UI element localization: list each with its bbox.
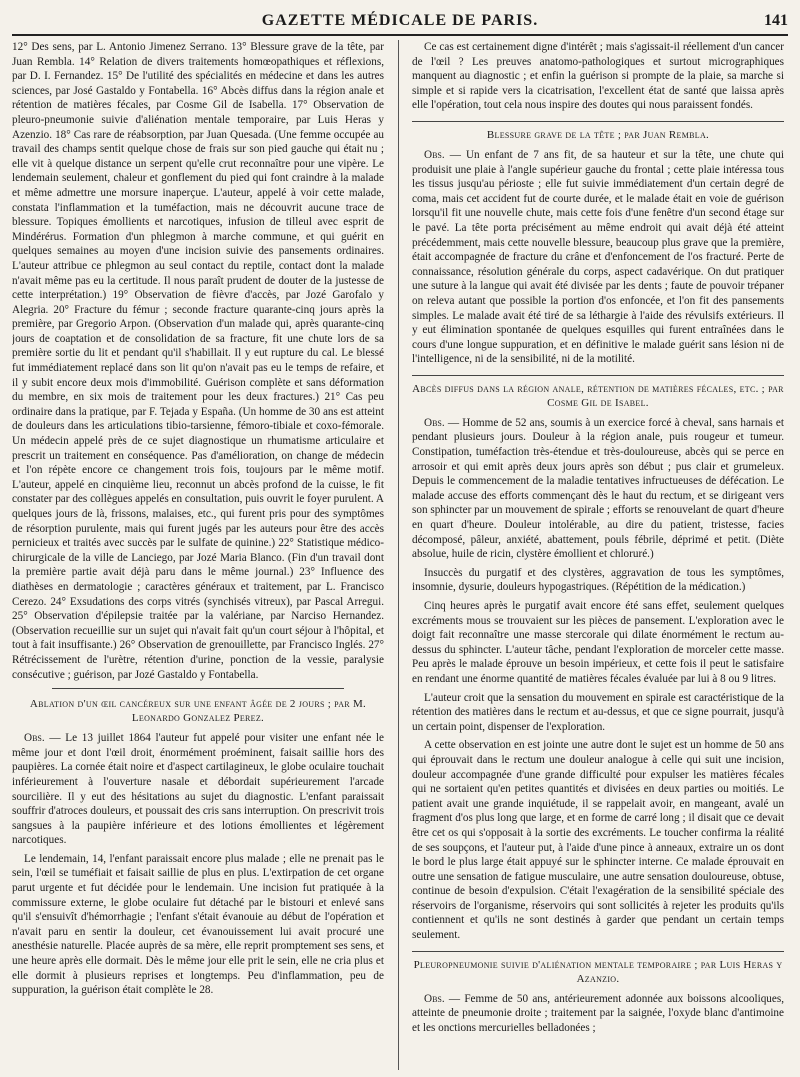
article-paragraph: Obs. — Un enfant de 7 ans fit, de sa hauteur et sur la tête, une chute qui produisit une plaie à l'angle supérieur gauche du frontal ; cette plaie intéressa tous les tissus jusqu'au périoste ; elle fut suivie immédiatement d'un certain degré de coma, mais cet accident fut de courte durée, et le malade était en voie de guérison lorsqu'il fit une nouvelle chute, mais cette fois d'une fenêtre d'un second étage sur le pavé. La tête porta précisément au même endroit qui avait déjà été atteint précédemment, mais cette nouvelle blessure, beaucoup plus grave que la première, était accompagnée de fracture du crâne et d'enfoncement de l'os fracturé. Perte de connaissance, résolution générale du corps, aspect cadavérique. On dut pratiquer une suture à la langue qui avait été divisée par les dents ; faute de pouvoir trépaner on releva autant que possible la portion d'os enfoncée, et l'on fit des pansements simples. Le malade avait été tiré de sa léthargie à l'aide des révulsifs extérieurs. Il y eut élimination spontanée de quelques esquilles qui furent entraînées dans le cours d'une longue suppuration, et en définitive le malade guérit sans lésion ni de l'intelligence, ni de la sensibilité, ni de la motilité. bbox=[412, 148, 784, 366]
article-title-anal-abscess: Abcès diffus dans la région anale, rétention de matières fécales, etc. ; par Cosme Gil de Isabel. bbox=[412, 375, 784, 410]
article-paragraph: L'auteur croit que la sensation du mouvement en spirale est caractéristique de la rétention des matières dans le rectum et au-dessus, et que ce signe pourrait, jusqu'à un certain point, dispenser de l'exploration. bbox=[412, 691, 784, 733]
running-title: GAZETTE MÉDICALE DE PARIS. bbox=[261, 12, 539, 29]
article-paragraph: Le lendemain, 14, l'enfant paraissait encore plus malade ; elle ne prenait pas le sein, l'œil se tuméfiait et faisait saillie de plus en plus. L'extirpation de cet organe parut urgente et fut décidée pour le lendemain. Une incision fut pratiquée à la commissure externe, le globe oculaire fut détaché par le bistouri et enlevé sans qu'il s'ensuivît d'hémorrhagie ; l'enfant s'était évanouie au début de l'opération et n'avait paru en sentir la douleur, cet évanouissement lui avait procuré une anesthésie naturelle. Placée auprès de sa mère, elle reprit promptement ses sens, et une heure après elle dormait. Dès le même jour elle prit le sein, elle ne cria plus et elle dormit à plusieurs reprises et longtemps. Peu d'inflammation, peu de suppuration, la guérison était complète le 28. bbox=[12, 852, 384, 997]
page-header bbox=[12, 12, 788, 36]
article-paragraph: Obs. — Femme de 50 ans, antérieurement adonnée aux boissons alcooliques, atteinte de pneumonie droite ; traitement par la saignée, l'oxyde blanc d'antimoine et les onctions mercurielles belladonées ; bbox=[412, 992, 784, 1034]
bibliography-list: 12° Des sens, par L. Antonio Jimenez Serrano. 13° Blessure grave de la tête, par Juan Rembla. 14° Relation de divers traitements homœopathiques et réflexions, par D. I. Fernandez. 15° De l'utilité des spécialités en médecine et dans les autres sciences, par José Gastaldo y Fontabella. 16° Abcès diffus dans la région anale et rétention de matières fécales, par Cosme Gil de Isabella. 17° Observation de pleuro-pneumonie suivie d'aliénation mentale temporaire, par Luis Heras y Azenzio. 18° Cas rare de réabsorption, par Juan Quesada. (Une femme occupée au travail des champs sentit quelque chose de frais sur son pied gauche qui était nu ; elle vit à quelque distance un serpent qu'elle crut reconnaître pour une vipère. Le lendemain seulement, chaleur et gonflement du pied qui font craindre à la malade et même admettre une morsure inaperçue. L'auteur, appelé à voir cette malade, constata l'inflammation et la tuméfaction, mais ne découvrit aucune trace de blessure. Topiques émollients et narcotiques, infusion de tilleul avec esprit de Mindérérus. Formation d'un phlegmon à marche commune, et qui guérit en quelques semaines au moyen d'une incision suivie des pansements ordinaires. L'auteur attribue ce phlegmon au seul contact du reptile, contact dont la malade n'avait même pas eu la certitude. Il nous paraît prudent de douter de la justesse de cette interprétation.) 19° Observation de fièvre d'accès, par Jozé Garofalo y Alegria. 20° Fracture du fémur ; seconde fracture quarante-cinq jours après la première, par Gregorio Arpon. (Observation d'un malade qui, après quarante-cinq jours de coaptation et de consolidation de sa fracture, fit une chute lors de sa première sortie du lit et pendant qu'il s'habillait. Il y eut rupture du cal. Le blessé fut immédiatement replacé dans son lit qu'on n'avait pas eu le temps de refaire, et il y subit encore deux mois d'immobilité. Guérison complète et sans déformation du membre, en six mois de traitement pour les deux fractures.) 21° Cas peu ordinaire dans la pratique, par F. Tejada y España. (Un homme de 30 ans est atteint de douleurs dans les articulations tibio-tarsienne, fémoro-tibiale et coxo-fémorale. Un médecin appelé près de ce sujet diagnostique un rhumatisme articulaire et prescrit un traitement en conséquence. Pas d'amélioration, on change de médecin et l'on répète encore ce changement trois fois, toujours par le même motif. L'auteur, appelé en cinquième lieu, reconnut un abcès profond de la cuisse, le fit constater par des collègues appelés en consultation, puis ouvrit le foyer purulent. A quelques jours de là, frissons, malaises, etc., qui furent pris pour des symptômes de résorption purulente, mais qui furent jugés par les auteurs pour être des accès pernicieux et traités avec succès par le sulfate de quinine.) 22° Statistique médico-chirurgicale de la ville de Lanciego, par Jozé Maria Blanco. (Fin d'un travail dont la première partie avait déjà paru dans le même journal.) 23° Influence des diathèses en dermatologie ; caractères généraux et traitement, par L. Francisco Cerezo. 24° Exsudations des corps vitrés (synchisés vitreux), par Pascal Arregui. 25° Observation d'épilepsie traitée par la valériane, par Narciso Hernandez. (Observation recueillie sur un sujet qui n'avait fait qu'un court séjour à l'hôpital, et tout à fait insuffisante.) 26° Observation de grenouillette, par Francisco Inglés. 27° Rétrécissement de l'urètre, rétention d'urine, ponction de la vessie, paralysie consécutive ; guérison, par Jozé Gastaldo y Fontabella. bbox=[12, 41, 384, 681]
article-title-pleuropneumonia: Pleuropneumonie suivie d'aliénation mentale temporaire ; par Luis Heras y Azanzio. bbox=[412, 951, 784, 986]
article-paragraph: Insuccès du purgatif et des clystères, aggravation de tous les symptômes, insomnie, dysurie, douleurs hypogastriques. (Répétition de la médication.) bbox=[412, 566, 784, 594]
obs-lead: Obs. — bbox=[424, 992, 461, 1005]
article-paragraph: Obs. — Le 13 juillet 1864 l'auteur fut appelé pour visiter une enfant née le même jour et dont l'œil droit, énormément proéminent, faisait saillie hors des paupières. La cornée était noire et d'aspect cartilagineux, le globe oculaire touchait inférieurement à l'ouverture nasale et débordait supérieurement l'arcade sourcilière. Il y eut des hésitations au sujet du diagnostic. L'enfant paraissait souffrir d'atroces douleurs, et poussait des cris sans interruption. On prescrivit trois sangsues à la paupière inférieure et des lotions émollientes et légèrement narcotiques. bbox=[12, 732, 384, 847]
article-title-head-wound: Blessure grave de la tête ; par Juan Rembla. bbox=[412, 121, 784, 142]
obs-lead: Obs. — bbox=[424, 148, 461, 161]
article-paragraph: Ce cas est certainement digne d'intérêt ; mais s'agissait-il réellement d'un cancer de l'œil ? Les preuves anatomo-pathologiques et surtout micrographiques manquent au diagnostic ; et enfin la guérison si prompte de la plaie, sa marche si simple et si rapide vers la cicatrisation, l'excellent état de santé que laissa après elle l'opération, tout cela nous inspire des doutes qui nous paraissent fondés. bbox=[412, 41, 784, 112]
article-paragraph: A cette observation en est jointe une autre dont le sujet est un homme de 50 ans qui éprouvait dans le rectum une douleur analogue à celle qui suit une incision, douleur accompagnée d'une grande difficulté pour expulser les matières fécales qui ne sortaient qu'en petites quantités et divisées en deux parties ou moitiés. Le patient avait une grande inquiétude, il se rappelait avoir, en mangeant, avalé un fragment d'os plus long que large, et en forme de carré long ; il disait que ce devait être cet os qui s'opposait à la sortie des excréments. Le toucher confirma la réalité de ses soupçons, et l'auteur put, à l'aide d'une pince à anneaux, extraire un os dont le bord le plus large était appuyé sur le sphincter interne. Ce malade éprouvait en outre une sensation de fatigue musculaire, une autre sensation douloureuse, obtuse, continue de besoin d'expulsion. C'était l'exagération de la sensibilité spéciale des réservoirs de l'organisme, réservoirs qui sont sollicités à rejeter les produits qu'ils contiennent et qu'ils ne sont destinés à garder que pendant un certain temps seulement. bbox=[412, 739, 784, 942]
column-divider bbox=[398, 40, 399, 1070]
section-divider bbox=[52, 688, 344, 689]
left-column bbox=[12, 40, 384, 1070]
page-number: 141 bbox=[764, 12, 788, 29]
article-paragraph: Obs. — Homme de 52 ans, soumis à un exercice forcé à cheval, sans harnais et pendant plusieurs jours. Douleur à la région anale, puis rougeur et tumeur. Constipation, tuméfaction très-étendue et très-douloureuse, abcès qui se perce en arrosoir et qui emit après deux jours après son début ; pus clair et grumeleux. Depuis le commencement de la maladie tentatives infructueuses de défécation. Le malade accuse des efforts commençant dès le haut du rectum, et se dirigeant vers son sphincter par un mouvement de spirale ; efforts se renouvelant de quart d'heure en quart d'heure. Douleur intolérable, au dire du patient, tristesse, facies décomposé, pâleur, anxiété, abattement, pouls fébrile, déprimé et petit. (Diète absolue, huile de ricin, clystère émollient et chloruré.) bbox=[412, 416, 784, 561]
article-paragraph: Cinq heures après le purgatif avait encore été sans effet, seulement quelques excréments mous se trouvaient sur les pièces de pansement. L'exploration avec le doigt fait reconnaître une masse stercorale qui dilate énormément le rectum au-dessus du sphincter. L'auteur tâche, pendant l'exploration de morceler cette masse. Peu après le malade éprouve un besoin impérieux, et cette fois il peut le satisfaire en rendant une énorme quantité de matières fécales évaluée par lui à 8 ou 9 litres. bbox=[412, 600, 784, 685]
obs-lead: Obs. — bbox=[424, 416, 460, 429]
obs-lead: Obs. — bbox=[24, 732, 61, 745]
article-title-eye-cancer: Ablation d'un œil cancéreux sur une enfant âgée de 2 jours ; par M. Leonardo Gonzalez Perez. bbox=[29, 698, 367, 725]
right-column bbox=[412, 40, 784, 1070]
